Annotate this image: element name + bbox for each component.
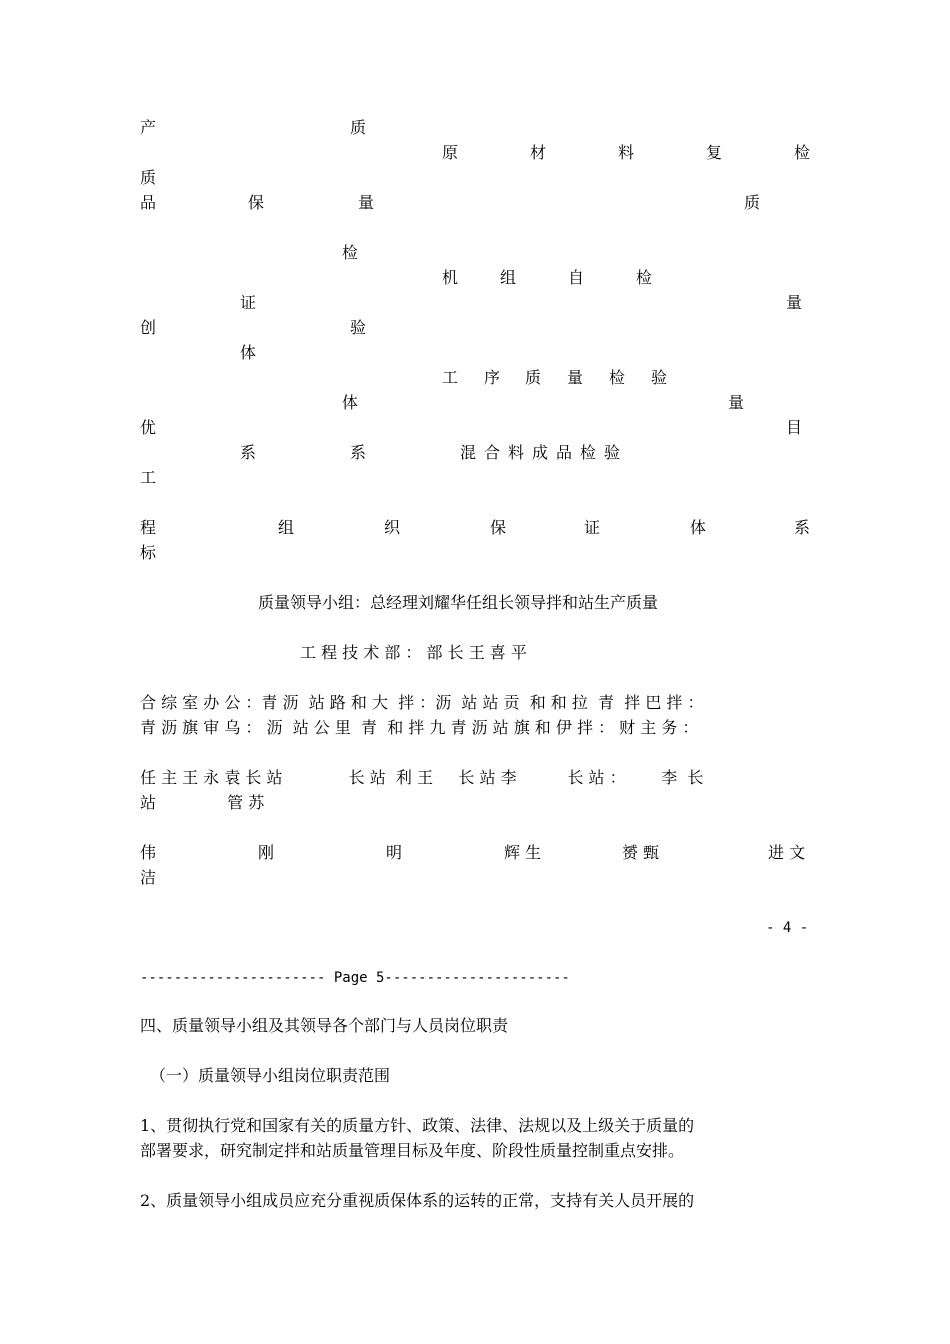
- diagram-char: 量: [358, 193, 375, 212]
- diagram-char: 组: [278, 518, 295, 537]
- diagram-char: 品: [140, 193, 157, 212]
- diagram-char: 检: [342, 243, 359, 262]
- diagram-char: 系: [350, 443, 367, 462]
- diagram-char: 工: [140, 468, 157, 487]
- staff-char: 明: [386, 843, 403, 862]
- diagram-char: 产: [140, 118, 157, 137]
- diagram-char: 量: [728, 393, 745, 412]
- diagram-char: 检: [609, 368, 626, 387]
- diagram-char: 序: [484, 368, 501, 387]
- diagram-char: 材: [530, 143, 547, 162]
- diagram-char: 证: [240, 293, 257, 312]
- diagram-char: 证: [584, 518, 601, 537]
- diagram-char: 系: [794, 518, 811, 537]
- diagram-char: 机: [442, 268, 459, 287]
- diagram-char: 标: [140, 543, 157, 562]
- staff-char: 伟: [140, 843, 157, 862]
- diagram-text: 混合料成品检验: [460, 443, 629, 462]
- staff-row: 合 综 室 办 公 ：青 沥 站 路 和 大 拌 ：沥 站 站 贡 和 和 拉 青 拌 巴 拌 ：: [140, 693, 704, 712]
- tech-dept-line: 工 程 技 术 部 ： 部 长 王 喜 平: [300, 643, 527, 662]
- page-number: - 4 -: [766, 920, 809, 936]
- diagram-char: 织: [384, 518, 401, 537]
- diagram-char: 质: [350, 118, 367, 137]
- staff-row: 站 管 苏: [140, 793, 265, 812]
- diagram-char: 优: [140, 418, 157, 437]
- diagram-char: 组: [500, 268, 517, 287]
- diagram-char: 量: [567, 368, 584, 387]
- diagram-char: 量: [786, 293, 803, 312]
- diagram-char: 验: [350, 318, 367, 337]
- staff-char: 刚: [258, 843, 275, 862]
- diagram-char: 质: [525, 368, 542, 387]
- diagram-char: 自: [568, 268, 585, 287]
- section-title: 四、质量领导小组及其领导各个部门与人员岗位职责: [140, 1016, 509, 1035]
- diagram-char: 质: [140, 168, 157, 187]
- diagram-char: 检: [794, 143, 811, 162]
- subsection-title: （一）质量领导小组岗位职责范围: [150, 1066, 391, 1085]
- diagram-char: 体: [690, 518, 707, 537]
- diagram-char: 目: [786, 418, 803, 437]
- diagram-char: 料: [618, 143, 635, 162]
- staff-char: 辉 生: [504, 843, 542, 862]
- diagram-char: 体: [240, 343, 257, 362]
- diagram-char: 系: [240, 443, 257, 462]
- staff-row: 任 主 王 永 袁 长 站 长 站 利 王 长 站 李 长 站 ： 李 长: [140, 768, 704, 787]
- diagram-char: 工: [442, 368, 459, 387]
- diagram-char: 保: [490, 518, 507, 537]
- diagram-char: 创: [140, 318, 157, 337]
- staff-char: 进 文: [768, 843, 806, 862]
- paragraph-line: 部署要求，研究制定拌和站质量管理目标及年度、阶段性质量控制重点安排。: [140, 1141, 685, 1160]
- paragraph-line: 2、质量领导小组成员应充分重视质保体系的运转的正常，支持有关人员开展的: [140, 1191, 695, 1210]
- diagram-char: 原: [442, 143, 459, 162]
- staff-row: 青 沥 旗 审 乌 ： 沥 站 公 里 青 和 拌 九 青 沥 站 旗 和 伊 拌 ： 财 主 务 ：: [140, 718, 699, 737]
- leader-line: 质量领导小组：总经理刘耀华任组长领导拌和站生产质量: [258, 593, 659, 612]
- page-separator: ---------------------- Page 5----------------------: [140, 970, 570, 986]
- diagram-char: 体: [342, 393, 359, 412]
- staff-row: 洁: [140, 868, 157, 887]
- paragraph-line: 1、贯彻执行党和国家有关的质量方针、政策、法律、法规以及上级关于质量的: [140, 1116, 695, 1135]
- diagram-char: 复: [706, 143, 723, 162]
- staff-char: 赟 甄: [622, 843, 660, 862]
- diagram-char: 程: [140, 518, 157, 537]
- diagram-char: 质: [744, 193, 761, 212]
- diagram-char: 检: [636, 268, 653, 287]
- diagram-char: 保: [248, 193, 265, 212]
- diagram-char: 验: [651, 368, 668, 387]
